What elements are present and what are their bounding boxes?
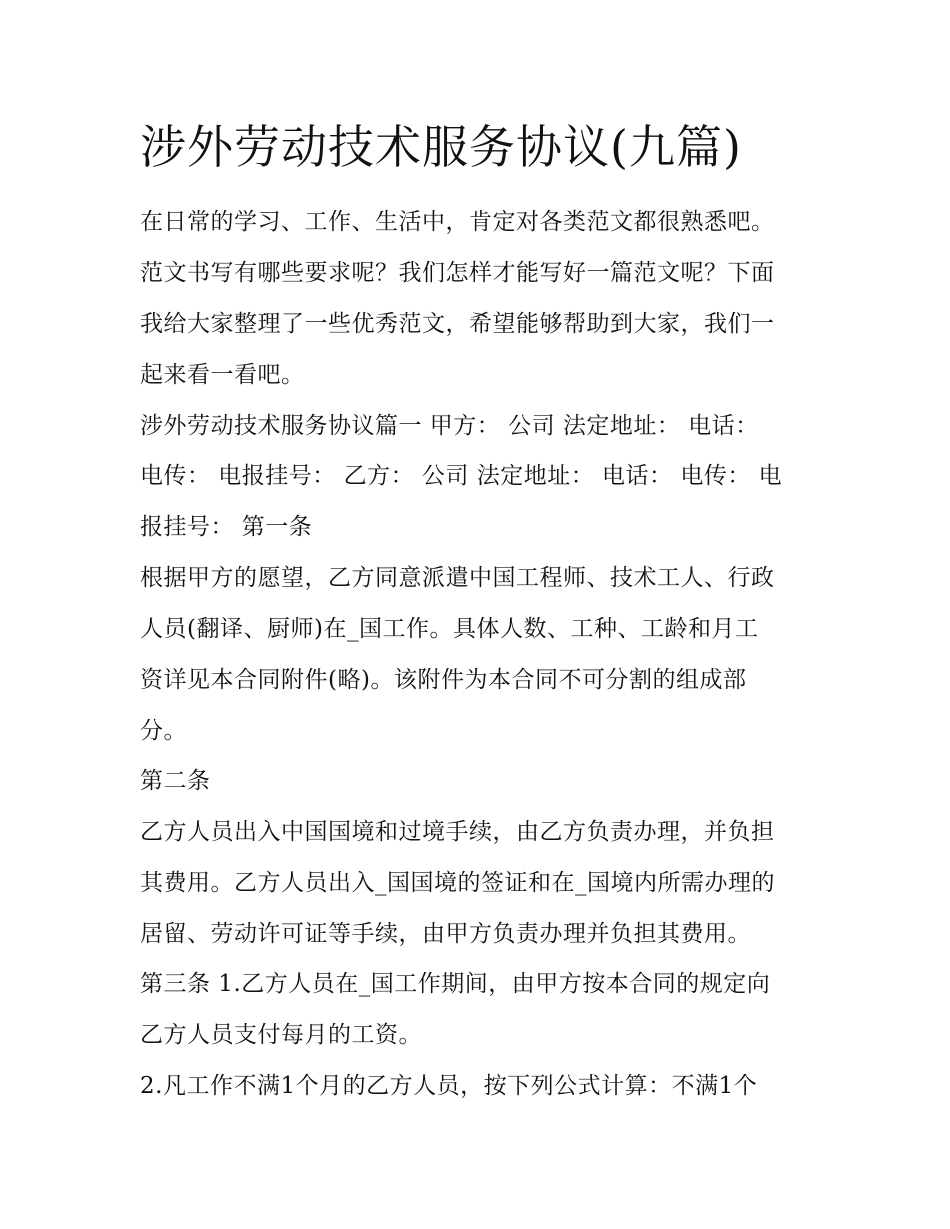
- paragraph-line: 其费用。乙方人员出入_国国境的签证和在_国境内所需办理的: [140, 870, 775, 896]
- paragraph-line: 第三条 1.乙方人员在_国工作期间，由甲方按本合同的规定向: [140, 971, 771, 997]
- paragraph-line: 根据甲方的愿望，乙方同意派遣中国工程师、技术工人、行政: [140, 565, 775, 591]
- paragraph-line: 2.凡工作不满1个月的乙方人员，按下列公式计算：不满1个: [140, 1073, 758, 1099]
- paragraph-line: 乙方人员支付每月的工资。: [140, 1022, 422, 1048]
- paragraph-line: 起来看一看吧。: [140, 362, 305, 388]
- paragraph-line: 资详见本合同附件(略)。该附件为本合同不可分割的组成部: [140, 667, 747, 693]
- section-heading: 第二条: [140, 768, 211, 794]
- paragraph-line: 电传： 电报挂号： 乙方： 公司 法定地址： 电话： 电传： 电: [140, 463, 783, 489]
- paragraph-line: 涉外劳动技术服务协议篇一 甲方： 公司 法定地址： 电话：: [140, 413, 759, 439]
- paragraph-line: 分。: [140, 718, 187, 744]
- paragraph-line: 报挂号： 第一条: [140, 514, 313, 540]
- paragraph-line: 我给大家整理了一些优秀范文，希望能够帮助到大家，我们一: [140, 311, 775, 337]
- paragraph-line: 在日常的学习、工作、生活中，肯定对各类范文都很熟悉吧。: [140, 209, 775, 235]
- paragraph-line: 乙方人员出入中国国境和过境手续，由乙方负责办理，并负担: [140, 819, 775, 845]
- paragraph-line: 范文书写有哪些要求呢？我们怎样才能写好一篇范文呢？下面: [140, 260, 775, 286]
- document-title: 涉外劳动技术服务协议(九篇): [140, 120, 742, 174]
- paragraph-line: 人员(翻译、厨师)在_国工作。具体人数、工种、工龄和月工: [140, 616, 759, 642]
- paragraph-line: 居留、劳动许可证等手续，由甲方负责办理并负担其费用。: [140, 921, 751, 947]
